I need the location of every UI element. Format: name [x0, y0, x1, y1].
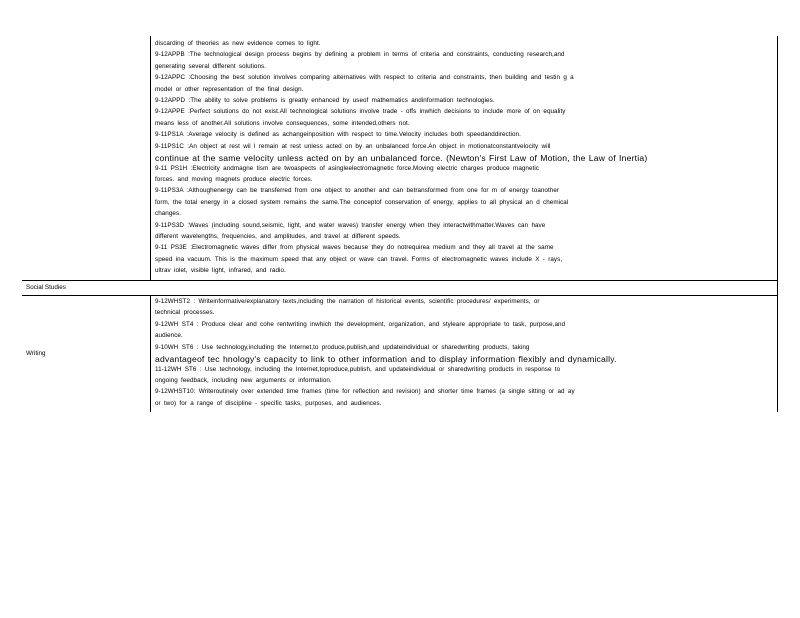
standard-text-line: technical processes. — [155, 309, 215, 317]
standard-text-line: 9-11 PS1H :Electricity andmagne tism are twoaspects of asingleelectromagnetic force.Moving electric charges produce magnetic — [155, 164, 539, 172]
social-studies-label: Social Studies — [26, 284, 66, 291]
standard-text-line: 9-12WH ST4 : Produce clear and cohe rentwriting inwhich the development, organization, and styleare appropriate to task, purpose,and — [155, 320, 566, 328]
standard-text-line: 9-12APPB :The technological design process begins by defining a problem in terms of criteria and constraints, conducting research,and — [155, 51, 565, 59]
standard-text-line: or two) for a range of discipline - specific tasks, purposes, and audiences. — [155, 399, 382, 407]
standard-text-line: 9-10WH ST6 : Use technology,including the Internet,to produce,publish,and updateindividual or sharedwriting products, taking — [155, 343, 530, 351]
standard-text-line: 11-12WH ST6 : Use technology, including the Internet,toproduce,publish, and updateindividual or sharedwriting products in response to — [155, 365, 561, 373]
table-right-border — [777, 36, 778, 412]
standard-text-line: 9-11 PS3E :Electromagnetic waves differ from physical waves because they do notrequirea medium and they all travel at the same — [155, 244, 554, 252]
standard-text-line: generating several different solutions. — [155, 62, 266, 70]
standard-text-line: ultrav iolet, visible light, infrared, and radio. — [155, 267, 286, 275]
standard-text-line: 9-11PS3A :Althoughenergy can be transferred from one object to another and can betransformed from one for m of energy toanother — [155, 187, 560, 195]
row-divider-top — [22, 280, 778, 281]
standard-text-line: means less of another.All solutions involve consequences, some intended,others not. — [155, 119, 410, 127]
standard-text-line: continue at the same velocity unless acted on by an unbalanced force. (Newton's First Law of Motion, the Law of Inertia) — [155, 153, 648, 163]
standard-text-line: 9-12WHST10: Writeroutinely over extended time frames (time for reflection and revision) and shorter time frames (a single sitting or ad ay — [155, 388, 575, 396]
standard-text-line: 9-12APPD :The ability to solve problems is greatly enhanced by useof mathematics andinformation technologies. — [155, 97, 495, 104]
standard-text-line: 9-11PS3D :Waves (including sound,seismic, light, and water waves) transfer energy when they interactwithmatter.Waves can have — [155, 221, 546, 229]
science-standards-cell — [155, 39, 771, 279]
standard-text-line: 9-12APPE :Perfect solutions do not exist.All technological solutions involve trade - offs inwhich decisions to include more of on equality — [155, 108, 566, 116]
standard-text-line: discarding of theories as new evidence comes to light. — [155, 40, 321, 47]
standard-text-line: advantageof tec hnology's capacity to link to other information and to display information flexibly and dynamically. — [155, 354, 617, 364]
standard-text-line: 9-12WHST2 : Writeinformative/explanatory texts,including the narration of historical events, scientific procedures/ experiments, or — [155, 298, 540, 305]
science-column-divider — [150, 36, 151, 280]
standard-text-line: audience. — [155, 332, 183, 340]
writing-label: Writing — [26, 350, 46, 357]
standard-text-line: 9-11PS1C :An object at rest wil l remain at rest unless acted on by an unbalanced force.An object in motionatconstantvelocity will — [155, 142, 551, 150]
standard-text-line: ongoing feedback, including new arguments or information. — [155, 376, 332, 384]
standard-text-line: changes. — [155, 210, 181, 218]
standard-text-line: 9-12APPC :Choosing the best solution involves comparing alternatives with respect to criteria and constraints, then building and testin g a — [155, 74, 574, 82]
writing-standards-cell — [155, 297, 771, 411]
writing-column-divider — [150, 295, 151, 412]
standard-text-line: forces. and moving magnets produce electric forces. — [155, 175, 313, 183]
standard-text-line: different wavelengths, frequencies, and amplitudes, and travel at different speeds. — [155, 232, 401, 240]
row-divider-bottom — [22, 295, 778, 296]
standard-text-line: model or other representation of the final design. — [155, 85, 304, 93]
standard-text-line: form, the total energy in a closed system remains the same.The conceptof conservation of energy, applies to all physical an d chemical — [155, 198, 569, 206]
standard-text-line: 9-11PS1A :Average velocity is defined as achangeinposition with respect to time.Velocity includes both speedanddirection. — [155, 131, 521, 139]
standard-text-line: speed ina vacuum. This is the maximum speed that any object or wave can travel. Forms of electromagnetic waves include X - rays, — [155, 255, 563, 263]
